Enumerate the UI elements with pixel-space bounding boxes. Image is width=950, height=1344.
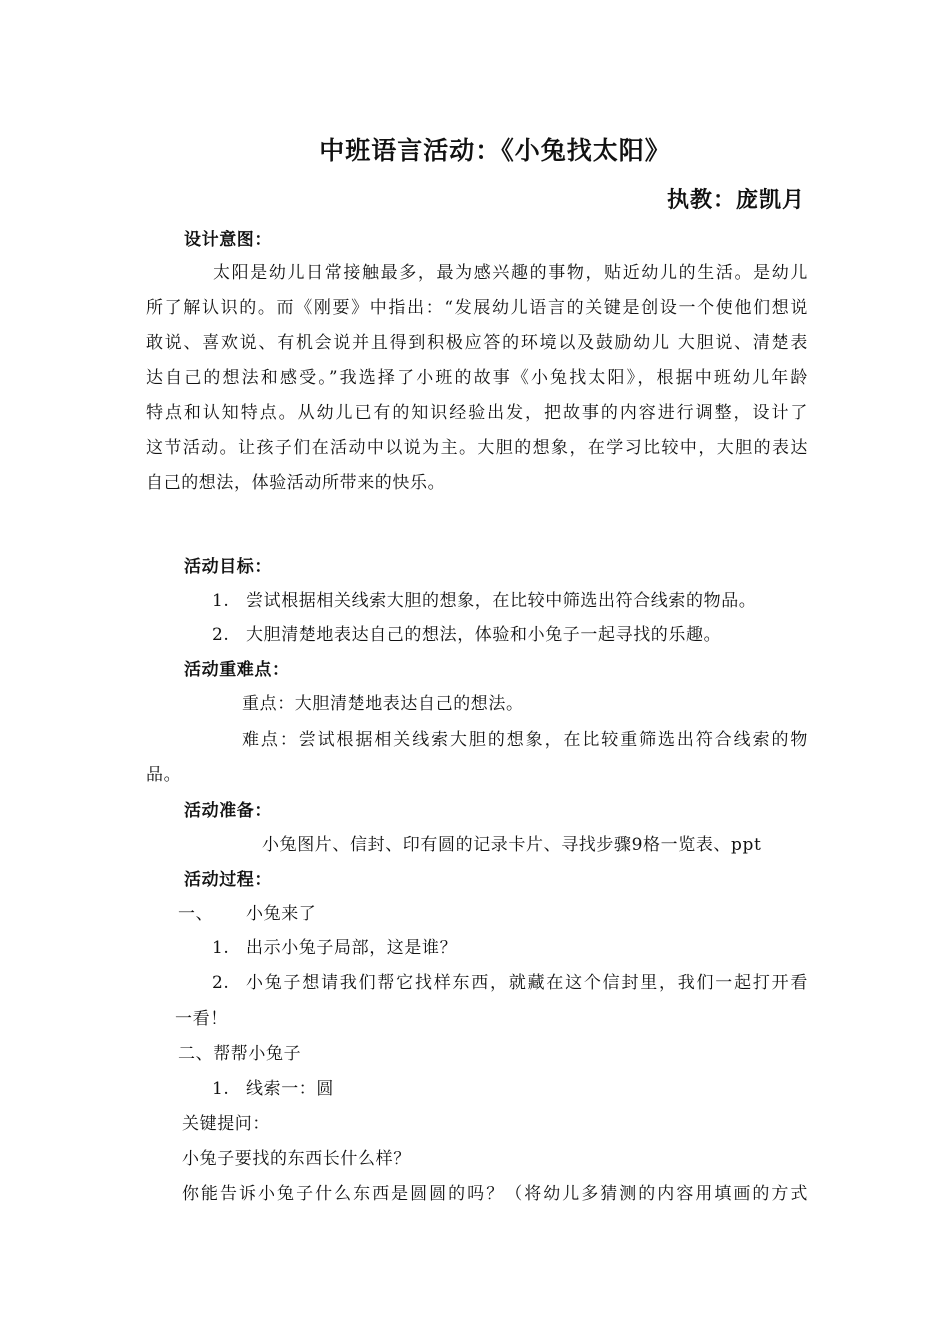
design-intent-heading: 设计意图： bbox=[184, 230, 272, 250]
goal-number: 1. bbox=[212, 591, 230, 611]
document-title: 中班语言活动：《小兔找太阳》 bbox=[319, 136, 671, 165]
key-question-label: 关键提问： bbox=[182, 1114, 270, 1134]
preparation-heading: 活动准备： bbox=[184, 801, 272, 821]
step-number: 一、 bbox=[178, 904, 214, 924]
preparation-text: 小兔图片、信封、印有圆的记录卡片、寻找步骤9格一览表、ppt bbox=[262, 835, 762, 855]
goal-text: 大胆清楚地表达自己的想法，体验和小兔子一起寻找的乐趣。 bbox=[246, 625, 722, 645]
item-number: 2. bbox=[212, 973, 230, 993]
item-text: 小兔子想请我们帮它找样东西，就藏在这个信封里，我们一起打开看 bbox=[246, 973, 808, 993]
paragraph-line: 自己的想法，体验活动所带来的快乐。 bbox=[146, 473, 446, 493]
question-1: 小兔子要找的东西长什么样？ bbox=[182, 1149, 411, 1169]
question-2: 你能告诉小兔子什么东西是圆圆的吗？（将幼儿多猜测的内容用填画的方式 bbox=[182, 1184, 808, 1204]
paragraph-line: 所了解认识的。而《刚要》中指出：“发展幼儿语言的关键是创设一个使他们想说 bbox=[146, 298, 808, 318]
goal-number: 2. bbox=[212, 625, 230, 645]
document-author: 执教：庞凯月 bbox=[666, 188, 805, 213]
key-point: 重点：大胆清楚地表达自己的想法。 bbox=[242, 694, 524, 714]
difficult-point-continued: 品。 bbox=[146, 765, 182, 785]
key-difficult-heading: 活动重难点： bbox=[184, 660, 290, 680]
paragraph-line: 敢说、喜欢说、有机会说并且得到积极应答的环境以及鼓励幼儿 大胆说、清楚表 bbox=[146, 333, 808, 353]
paragraph-line: 达自己的想法和感受。”我选择了小班的故事《小兔找太阳》，根据中班幼儿年龄 bbox=[146, 368, 808, 388]
item-number: 1. bbox=[212, 1079, 230, 1099]
item-text: 出示小兔子局部，这是谁？ bbox=[246, 938, 458, 958]
paragraph-line: 这节活动。让孩子们在活动中以说为主。大胆的想象，在学习比较中，大胆的表达 bbox=[146, 438, 808, 458]
step-title: 小兔来了 bbox=[246, 904, 317, 924]
process-step-2: 二、帮帮小兔子 bbox=[178, 1044, 302, 1064]
paragraph-line: 特点和认知特点。从幼儿已有的知识经验出发，把故事的内容进行调整，设计了 bbox=[146, 403, 808, 423]
paragraph-line: 太阳是幼儿日常接触最多，最为感兴趣的事物，贴近幼儿的生活。是幼儿 bbox=[213, 263, 808, 283]
process-heading: 活动过程： bbox=[184, 870, 272, 890]
activity-goals-heading: 活动目标： bbox=[184, 557, 272, 577]
item-text-continued: 一看！ bbox=[175, 1009, 228, 1029]
item-number: 1. bbox=[212, 938, 230, 958]
goal-text: 尝试根据相关线索大胆的想象，在比较中筛选出符合线索的物品。 bbox=[246, 591, 757, 611]
difficult-point: 难点：尝试根据相关线索大胆的想象，在比较重筛选出符合线索的物 bbox=[242, 730, 808, 750]
item-text: 线索一：圆 bbox=[246, 1079, 334, 1099]
